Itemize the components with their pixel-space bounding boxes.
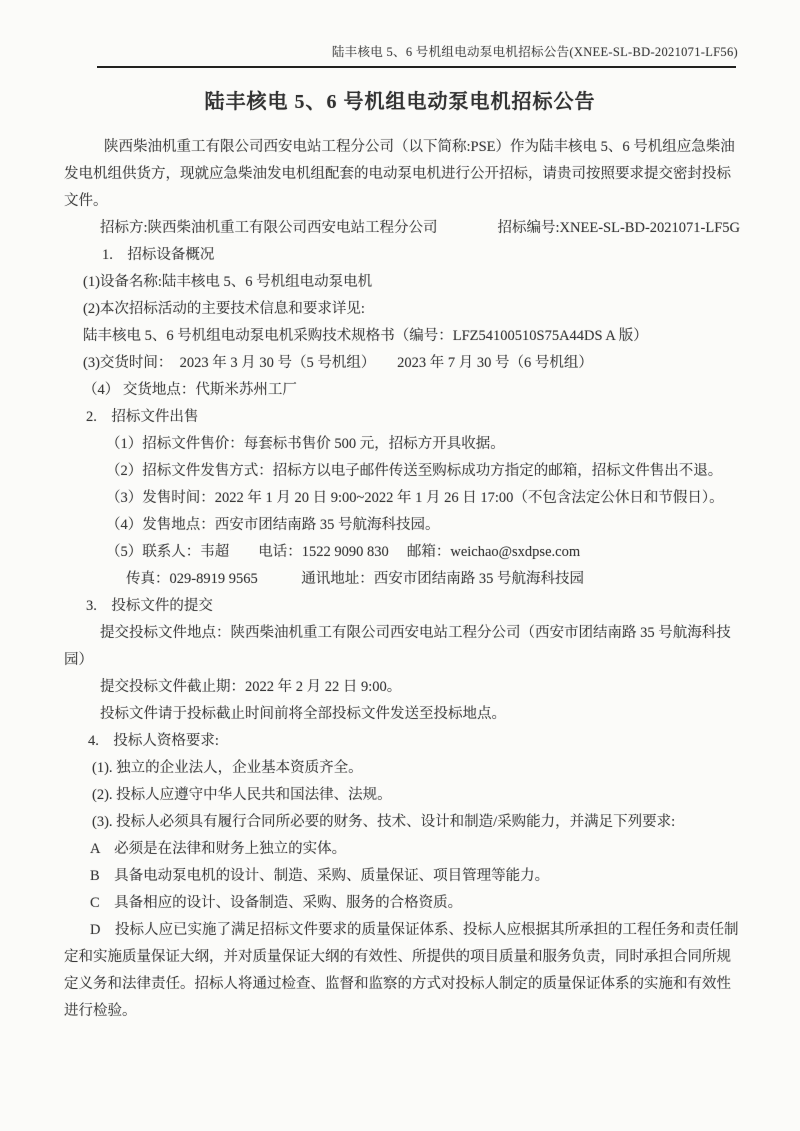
tender-info-row [64,215,742,242]
section-3-item-2: 提交投标文件截止期：2022 年 2 月 22 日 9:00。 [100,679,402,695]
section-1-item-3: 陆丰核电 5、6 号机组电动泵电机采购技术规格书（编号：LFZ54100510S75A44DS A 版） [83,328,648,344]
section-3-item-1: 提交投标文件地点：陕西柴油机重工有限公司西安电站工程分公司（西安市团结南路 35 号航海科技园） [64,625,731,668]
section-2-item-5: （5）联系人：韦超 电话：1522 9090 830 邮箱：weichao@sxdpse.com [106,544,581,560]
section-3-item-3: 投标文件请于投标截止时间前将全部投标文件发送至投标地点。 [100,706,506,722]
section-2-heading: 2. 招标文件出售 [86,409,199,425]
section-2-item-2: （2）招标文件发售方式：招标方以电子邮件传送至购标成功方指定的邮箱，招标文件售出不退。 [106,463,723,479]
section-3-heading: 3. 投标文件的提交 [86,598,213,614]
section-1-item-4: (3)交货时间： 2023 年 3 月 30 号（5 号机组） 2023 年 7 月 30 号（6 号机组） [83,355,593,371]
section-2-fax-line: 传真：029-8919 9565 通讯地址：西安市团结南路 35 号航海科技园 [126,571,584,587]
section-4-item-2: (2). 投标人应遵守中华人民共和国法律、法规。 [92,787,392,803]
page-header [0,0,800,68]
section-1-item-1: (1)设备名称:陆丰核电 5、6 号机组电动泵电机 [83,274,373,290]
section-2-item-1: （1）招标文件售价：每套标书售价 500 元，招标方开具收据。 [106,436,505,452]
section-4-heading: 4. 投标人资格要求: [88,733,219,749]
tender-party: 招标方:陕西柴油机重工有限公司西安电站工程分公司 [100,220,438,236]
section-2-item-3: （3）发售时间：2022 年 1 月 20 日 9:00~2022 年 1 月 26 日 17:00（不包含法定公休日和节假日）。 [106,490,724,506]
page-title: 陆丰核电 5、6 号机组电动泵电机招标公告 [204,91,596,113]
section-4-item-1: (1). 独立的企业法人，企业基本资质齐全。 [92,760,363,776]
section-4-item-a: A 必须是在法律和财务上独立的实体。 [90,841,347,857]
section-4-item-3: (3). 投标人必须具有履行合同所必要的财务、技术、设计和制造/采购能力，并满足下列要求: [92,814,676,830]
section-4-item-d: D 投标人应已实施了满足招标文件要求的质量保证体系、投标人应根据其所承担的工程任务和责任制定和实施质量保证大纲，并对质量保证大纲的有效性、所提供的项目质量和服务负责，同时承担合同所规定义务和法律责任。招标人将通过检查、监督和监察的方式对投标人制定的质量保证体系的实施和有效性进行检验。 [64,922,739,1019]
section-4-item-c: C 具备相应的设计、设备制造、采购、服务的合格资质。 [90,895,463,911]
header-rule [97,66,736,68]
header-reference: 陆丰核电 5、6 号机组电动泵电机招标公告(XNEE-SL-BD-2021071-LF56) [331,45,738,59]
document-body [0,116,800,1025]
section-2-item-4: （4）发售地点：西安市团结南路 35 号航海科技园。 [106,517,440,533]
section-1-item-5: （4） 交货地点：代斯米苏州工厂 [83,382,297,398]
section-1-heading: 1. 招标设备概况 [102,247,215,263]
section-4-item-b: B 具备电动泵电机的设计、制造、采购、质量保证、项目管理等能力。 [90,868,550,884]
intro-paragraph: 陕西柴油机重工有限公司西安电站工程分公司（以下简称:PSE）作为陆丰核电 5、6 号机组应急柴油发电机组供货方，现就应急柴油发电机组配套的电动泵电机进行公开招标，请贵司按照要求提交密封投标文件。 [64,139,735,209]
section-1-item-2: (2)本次招标活动的主要技术信息和要求详见: [83,301,365,317]
tender-number: 招标编号:XNEE-SL-BD-2021071-LF5G [497,220,740,236]
